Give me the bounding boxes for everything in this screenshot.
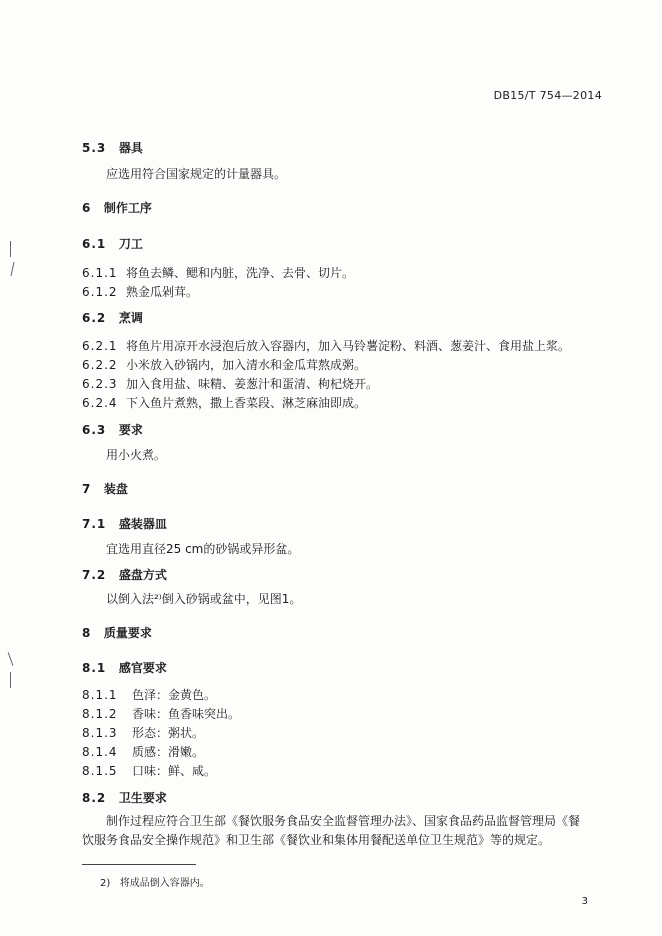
item-text: 形态：粥状。 — [132, 726, 205, 740]
section-number: 5.3 — [82, 141, 107, 155]
section-title: 器具 — [118, 141, 143, 155]
section-title: 卫生要求 — [118, 791, 167, 805]
list-item — [82, 264, 354, 281]
list-item — [82, 724, 204, 741]
document-number: DB15/T 754—2014 — [493, 89, 602, 102]
item-number: 8.1.2 — [82, 707, 118, 721]
section-title: 要求 — [118, 423, 143, 437]
item-text: 下入鱼片煮熟，撒上香菜段、淋芝麻油即成。 — [126, 396, 367, 410]
section-5-3-heading — [82, 139, 143, 156]
item-text: 加入食用盐、味精、姜葱汁和蛋清、枸杞烧开。 — [126, 377, 379, 391]
item-text: 口味：鲜、咸。 — [132, 764, 217, 778]
item-text: 小米放入砂锅内，加入清水和金瓜茸熬成粥。 — [126, 358, 367, 372]
section-number: 8 — [82, 626, 92, 640]
list-item — [82, 375, 378, 392]
list-item — [82, 283, 198, 300]
scan-mark — [8, 652, 14, 665]
footnote-text: 将成品倒入容器内。 — [119, 878, 210, 889]
section-number: 7.2 — [82, 568, 107, 582]
section-8-1-heading — [82, 659, 167, 676]
item-text: 色泽：金黄色。 — [132, 688, 217, 702]
item-number: 6.2.3 — [82, 377, 118, 391]
item-text: 熟金瓜剁茸。 — [126, 285, 199, 299]
section-title: 质量要求 — [103, 626, 152, 640]
section-number: 8.1 — [82, 661, 107, 675]
section-title: 烹调 — [118, 311, 143, 325]
section-7-heading — [82, 480, 128, 497]
section-6-heading — [82, 199, 152, 216]
list-item — [82, 705, 240, 722]
section-number: 6.1 — [82, 237, 107, 251]
item-number: 8.1.3 — [82, 726, 118, 740]
item-text: 香味：鱼香味突出。 — [132, 707, 241, 721]
item-number: 8.1.1 — [82, 688, 118, 702]
section-number: 7.1 — [82, 517, 107, 531]
scan-mark — [10, 241, 11, 257]
scan-mark — [11, 262, 15, 276]
item-number: 6.1.1 — [82, 266, 118, 280]
section-number: 7 — [82, 482, 92, 496]
section-7-2-heading — [82, 566, 167, 583]
scan-mark — [10, 672, 11, 688]
section-7-1-heading — [82, 515, 167, 532]
item-number: 6.2.2 — [82, 358, 118, 372]
section-7-2-text: 以倒入法²⁾倒入砂锅或盆中，见图1。 — [106, 592, 302, 606]
list-item — [82, 743, 204, 760]
section-7-1-text: 宜选用直径25 cm的砂锅或异形盆。 — [106, 542, 300, 556]
footnote-marker: 2) — [100, 878, 111, 889]
item-text: 将鱼片用凉开水浸泡后放入容器内，加入马铃薯淀粉、料酒、葱姜汁、食用盐上浆。 — [126, 339, 571, 353]
item-text: 将鱼去鳞、鳃和内脏，洗净、去骨、切片。 — [126, 266, 355, 280]
footnote-divider — [82, 864, 196, 865]
list-item — [82, 394, 366, 411]
item-number: 8.1.5 — [82, 764, 118, 778]
list-item — [82, 337, 570, 354]
section-title: 盛盘方式 — [118, 568, 167, 582]
item-number: 6.1.2 — [82, 285, 118, 299]
section-6-3-text: 用小火煮。 — [106, 448, 167, 462]
section-6-2-heading — [82, 309, 143, 326]
section-number: 6 — [82, 201, 92, 215]
page-number: 3 — [581, 896, 588, 907]
list-item — [82, 762, 216, 779]
section-6-3-heading — [82, 421, 143, 438]
section-5-3-text: 应选用符合国家规定的计量器具。 — [106, 167, 287, 181]
item-number: 8.1.4 — [82, 745, 118, 759]
section-8-2-text: 制作过程应符合卫生部《餐饮服务食品安全监督管理办法》、国家食品药品监督管理局《餐饮服务食品安全操作规范》和卫生部《餐饮业和集体用餐配送单位卫生规范》等的规定。 — [82, 814, 581, 847]
section-title: 刀工 — [118, 237, 143, 251]
list-item — [82, 356, 366, 373]
section-title: 制作工序 — [103, 201, 152, 215]
section-number: 6.3 — [82, 423, 107, 437]
section-8-heading — [82, 624, 152, 641]
section-title: 感官要求 — [118, 661, 167, 675]
item-number: 6.2.4 — [82, 396, 118, 410]
section-title: 装盘 — [103, 482, 128, 496]
item-text: 质感：滑嫩。 — [132, 745, 205, 759]
section-number: 8.2 — [82, 791, 107, 805]
section-number: 6.2 — [82, 311, 107, 325]
section-8-2-heading — [82, 789, 167, 806]
item-number: 6.2.1 — [82, 339, 118, 353]
section-6-1-heading — [82, 235, 143, 252]
section-title: 盛装器皿 — [118, 517, 167, 531]
footnote — [100, 874, 210, 889]
list-item — [82, 686, 216, 703]
